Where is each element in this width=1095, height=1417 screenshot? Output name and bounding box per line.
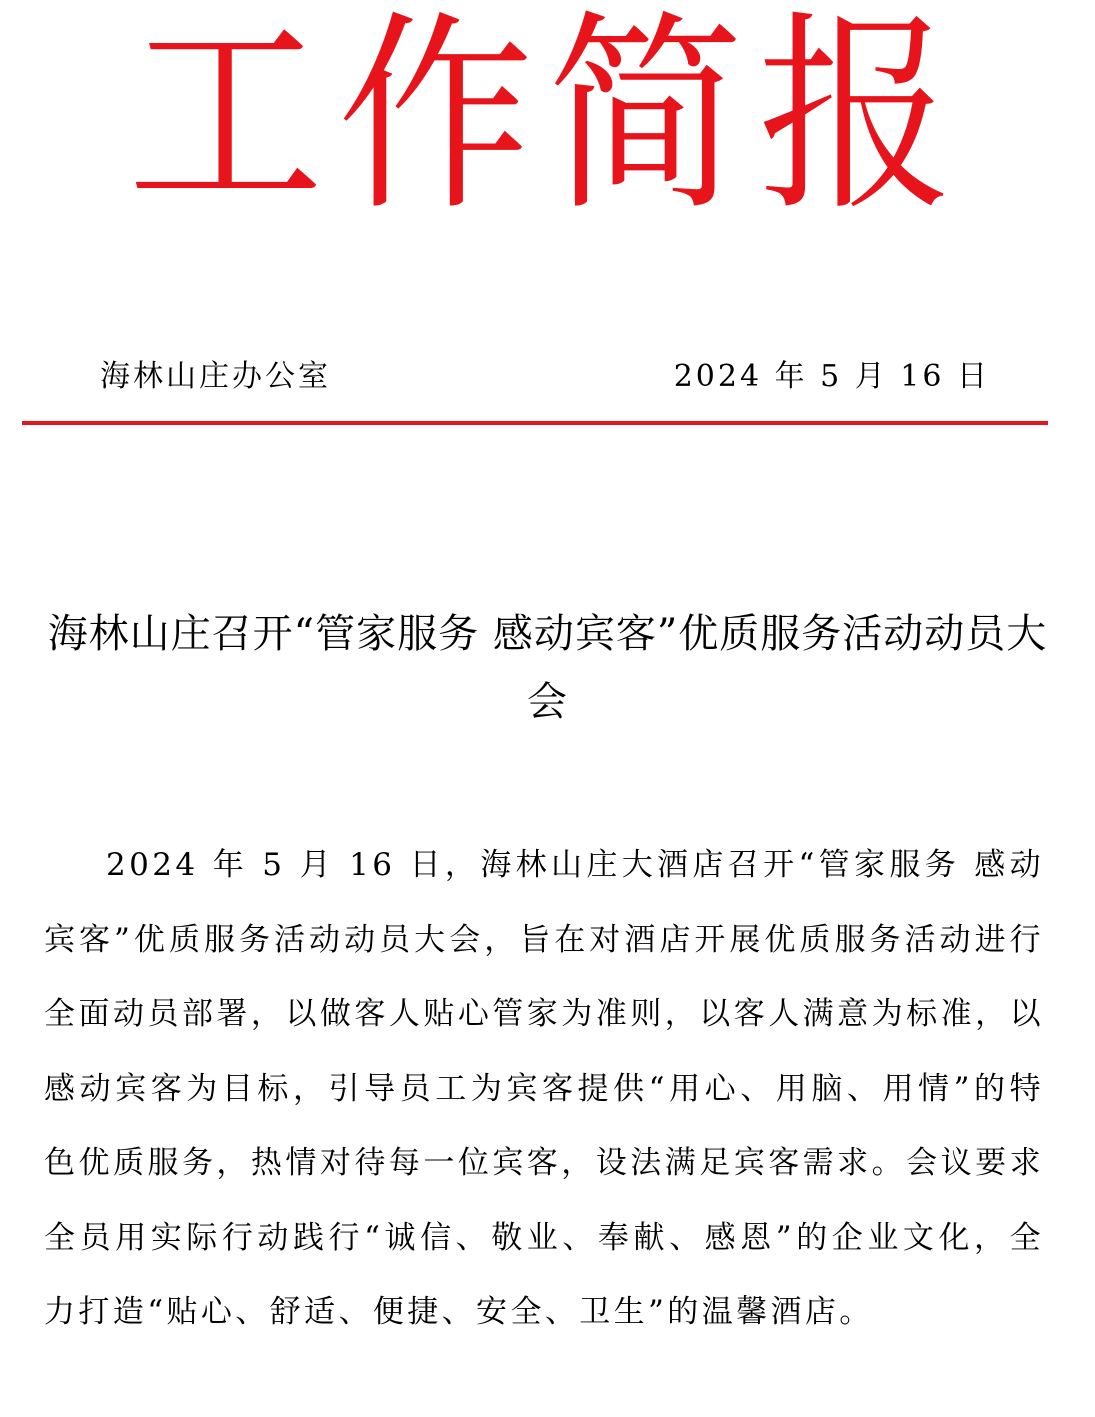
issue-date: 2024 年 5 月 16 日 [673,359,990,394]
article-body: 2024 年 5 月 16 日，海林山庄大酒店召开“管家服务 感动宾客”优质服务活动动员大会，旨在对酒店开展优质服务活动进行全面动员部署，以做客人贴心管家为准则，以客人满意为标准，以感动宾客为目标，引导员工为宾客提供“用心、用脑、用情”的特色优质服务，热情对待每一位宾客，设法满足宾客需求。会议要求全员用实际行动践行“诚信、敬业、奉献、感恩”的企业文化，全力打造“贴心、舒适、便捷、安全、卫生”的温馨酒店。 [44,847,1044,1330]
issuer-date-row [100,352,990,402]
masthead-title: 工作简报 [127,0,968,240]
red-divider-line [22,421,1048,425]
article-title: 海林山庄召开“管家服务 感动宾客”优质服务活动动员大会 [47,611,1048,725]
issuer-name: 海林山庄办公室 [100,359,331,394]
